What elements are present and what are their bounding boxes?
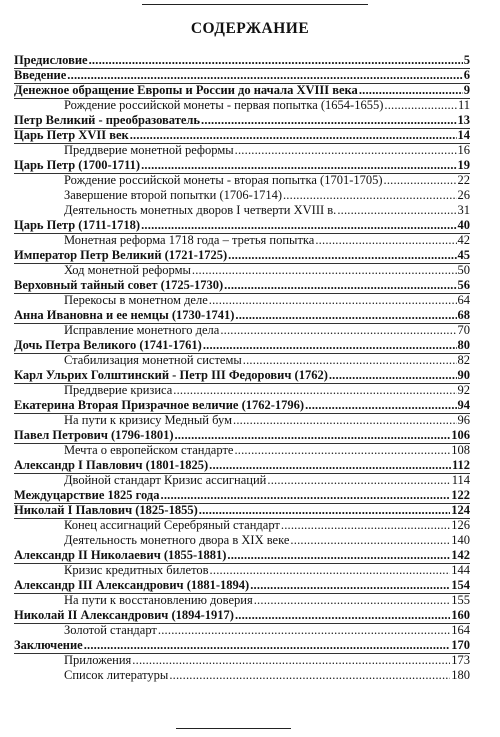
toc-entry-page: 142 — [451, 548, 470, 562]
toc-entry-title: Денежное обращение Европы и России до начала XVIII века — [14, 83, 358, 97]
toc-entry-title: Николай I Павлович (1825-1855) — [14, 503, 198, 517]
toc-entry-title: Завершение второй попытки (1706-1714) — [64, 188, 282, 202]
toc-entry-page: 45 — [457, 248, 470, 262]
toc-entry-title: Преддверие кризиса — [64, 383, 173, 397]
toc-entry-page: 40 — [457, 218, 470, 232]
toc-entry-page: 122 — [451, 488, 470, 502]
toc-entry-title: Кризис кредитных билетов — [64, 563, 209, 577]
toc-entry-page: 92 — [457, 383, 470, 397]
toc-entry-page: 50 — [457, 263, 470, 277]
toc-entry-page: 180 — [451, 668, 470, 682]
toc-entry-page: 164 — [451, 623, 470, 637]
toc-entry-title: Ход монетной реформы — [64, 263, 191, 277]
toc-entry-title: Рождение российской монеты - первая попытка (1654-1655) — [64, 98, 384, 112]
page-title: СОДЕРЖАНИЕ — [190, 20, 310, 37]
toc-entry-title: Александр III Александрович (1881-1894) — [14, 578, 250, 592]
toc-entry-page: 19 — [457, 158, 470, 172]
toc-entry-page: 13 — [457, 113, 470, 127]
toc-entry-page: 160 — [451, 608, 470, 622]
toc-entry-page: 56 — [457, 278, 470, 292]
toc-entry-title: Двойной стандарт Кризис ассигнаций — [64, 473, 267, 487]
toc-entry-title: Стабилизация монетной системы — [64, 353, 242, 367]
toc-entry-title: Преддверие монетной реформы — [64, 143, 234, 157]
toc-entry-page: 68 — [457, 308, 470, 322]
toc-entry-title: Введение — [14, 68, 67, 82]
toc-entry-title: Анна Ивановна и ее немцы (1730-1741) — [14, 308, 235, 322]
toc-entry-title: На пути к восстановлению доверия — [64, 593, 253, 607]
toc-entry-page: 31 — [457, 203, 470, 217]
toc-entry-page: 80 — [457, 338, 470, 352]
toc-entry-page: 11 — [457, 98, 470, 112]
toc-entry-title: Царь Петр XVII век — [14, 128, 129, 142]
toc-entry-page: 9 — [463, 83, 470, 97]
toc-entry-page: 6 — [463, 68, 470, 82]
toc-entry-page: 94 — [457, 398, 470, 412]
toc-entry-page: 70 — [457, 323, 470, 337]
toc-entry-page: 108 — [451, 443, 470, 457]
toc-entry-title: Монетная реформа 1718 года – третья попытка — [64, 233, 315, 247]
toc-entry-title: Александр II Николаевич (1855-1881) — [14, 548, 227, 562]
toc-entry-title: Петр Великий - преобразователь — [14, 113, 201, 127]
toc-entry-title: Николай II Александрович (1894-1917) — [14, 608, 234, 622]
toc-entry-title: Павел Петрович (1796-1801) — [14, 428, 174, 442]
toc-entry-title: Список литературы — [64, 668, 169, 682]
toc-entry-page: 26 — [457, 188, 470, 202]
toc-entry-page: 106 — [451, 428, 470, 442]
toc-entry-page: 112 — [451, 458, 470, 472]
toc-entry-page: 5 — [463, 53, 470, 67]
toc-entry-page: 155 — [451, 593, 470, 607]
toc-entry-title: Приложения — [64, 653, 132, 667]
toc-entry-title: Заключение — [14, 638, 83, 652]
toc-entry-title: Дочь Петра Великого (1741-1761) — [14, 338, 202, 352]
toc-entry-page: 154 — [451, 578, 470, 592]
toc-entry-title: Золотой стандарт — [64, 623, 157, 637]
bottom-rule — [176, 728, 291, 729]
toc-entry-page: 90 — [457, 368, 470, 382]
toc-leader-dots — [169, 668, 450, 682]
toc-entry-title: Деятельность монетного двора в XIX веке — [64, 533, 290, 547]
toc-entry-title: Царь Петр (1711-1718) — [14, 218, 141, 232]
toc-entry-title: Карл Ульрих Голштинский - Петр III Федорович (1762) — [14, 368, 328, 382]
toc-entry-title: Екатерина Вторая Призрачное величие (1762-1796) — [14, 398, 305, 412]
top-rule — [142, 4, 368, 5]
toc-entry-page: 170 — [451, 638, 470, 652]
toc-entry-page: 173 — [451, 653, 470, 667]
toc-entry-page: 96 — [457, 413, 470, 427]
toc-entry-page: 42 — [457, 233, 470, 247]
toc-entry-page: 114 — [451, 473, 470, 487]
toc-entry-page: 140 — [451, 533, 470, 547]
toc-entry-page: 124 — [451, 503, 470, 517]
toc-entry-page: 14 — [457, 128, 470, 142]
toc-entry-title: Исправление монетного дела — [64, 323, 220, 337]
toc-entry-title: Междуцарствие 1825 года — [14, 488, 160, 502]
toc-entry-page: 144 — [451, 563, 470, 577]
toc-entry — [64, 664, 470, 682]
toc-entry-page: 64 — [457, 293, 470, 307]
toc-entry-page: 22 — [457, 173, 470, 187]
toc-entry-title: Верховный тайный совет (1725-1730) — [14, 278, 224, 292]
toc-entry-page: 16 — [457, 143, 470, 157]
toc-entry-title: Перекосы в монетном деле — [64, 293, 208, 307]
toc-entry-title: Рождение российской монеты - вторая попытка (1701-1705) — [64, 173, 383, 187]
toc-entry-title: Мечта о европейском стандарте — [64, 443, 234, 457]
toc-entry-title: На пути к кризису Медный бум — [64, 413, 232, 427]
toc-entry-page: 82 — [457, 353, 470, 367]
toc-entry-title: Император Петр Великий (1721-1725) — [14, 248, 228, 262]
toc-entry-title: Деятельность монетных дворов I четверти XVIII в. — [64, 203, 337, 217]
toc-entry-title: Александр I Павлович (1801-1825) — [14, 458, 209, 472]
toc-entry-title: Царь Петр (1700-1711) — [14, 158, 141, 172]
toc-entry-title: Конец ассигнаций Серебряный стандарт — [64, 518, 280, 532]
toc-entry-title: Предисловие — [14, 53, 88, 67]
toc-entry-page: 126 — [451, 518, 470, 532]
